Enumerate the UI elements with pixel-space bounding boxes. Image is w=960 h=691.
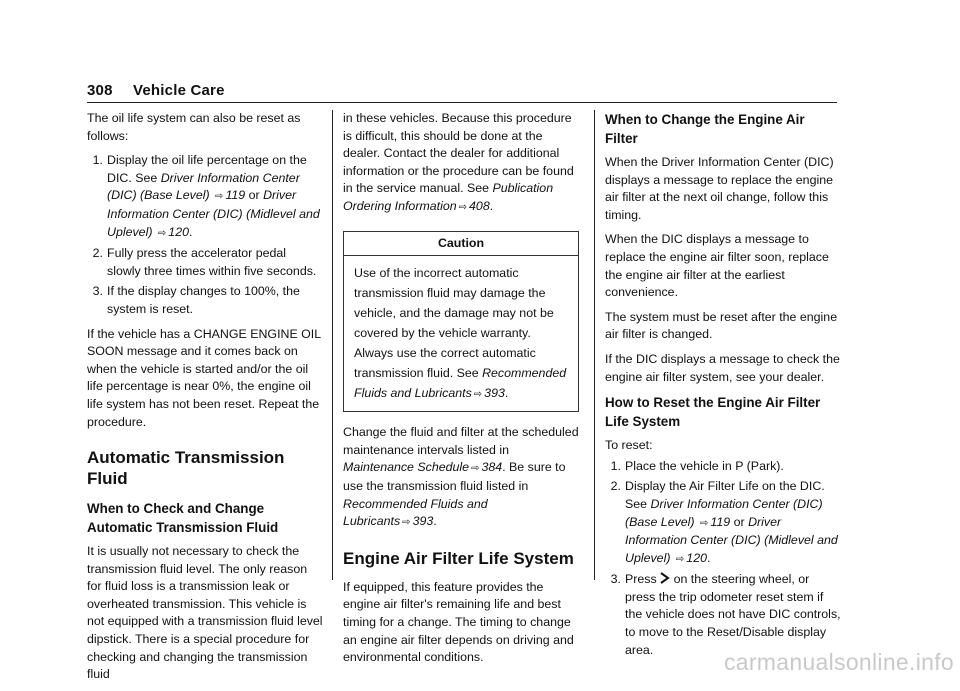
body-paragraph: If the DIC displays a message to check the engine air filter system, see your dealer.	[605, 351, 840, 384]
caution-body	[344, 256, 578, 411]
body-paragraph	[343, 110, 579, 217]
page-reference-arrow-icon: ⇨	[675, 553, 685, 565]
oil-reset-steps	[87, 152, 323, 318]
column-3	[605, 110, 841, 666]
step-text: Fully press the accelerator pedal slowly three times within five seconds.	[107, 246, 317, 278]
header-rule	[87, 102, 837, 103]
publication-ordering-link[interactable]: Publication Ordering Information	[343, 181, 554, 213]
list-item	[87, 245, 323, 280]
body-text: .	[433, 514, 437, 529]
list-item	[605, 571, 841, 659]
recommended-fluids-link[interactable]: Recommended Fluids and Lubricants	[354, 366, 567, 401]
subsection-heading: How to Reset the Engine Air Filter Life System	[605, 395, 821, 430]
body-paragraph	[343, 424, 579, 532]
body-paragraph: When the Driver Information Center (DIC) displays a message to replace the engine air filter at the next oil change, follow this timing.	[605, 155, 834, 222]
body-paragraph: When the DIC displays a message to replace the engine air filter soon, replace the engine air filter at the earliest convenience.	[605, 232, 829, 300]
body-paragraph: If equipped, this feature provides the engine air filter's remaining life and best timing for a change. The timing to change an engine air filter depends on driving and environmental conditions.	[343, 579, 574, 665]
page-reference-arrow-icon: ⇨	[458, 201, 468, 213]
step-text: on the steering wheel, or press the trip odometer reset stem if the vehicle does not have DIC controls, to move to the Reset/Disable display area.	[625, 572, 841, 657]
step-number: 2.	[610, 479, 621, 494]
dic-midlevel-link[interactable]: Driver Information Center (DIC) (Midlevel and Uplevel)	[625, 514, 838, 565]
dic-base-link[interactable]: Driver Information Center (DIC) (Base Level)	[625, 496, 823, 529]
step-text: or	[730, 514, 749, 529]
step-text: Display the oil life percentage on the DIC. See	[107, 153, 307, 185]
body-text: in these vehicles. Because this procedure is difficult, this should be done at the dealer. Contact the dealer for additional information or the procedure can be found in the service manual. See	[343, 111, 574, 196]
step-text: Press	[625, 572, 661, 587]
step-number: 3.	[610, 572, 621, 587]
caution-box	[343, 231, 579, 413]
body-text: Change the fluid and filter at the scheduled maintenance intervals listed in	[343, 425, 579, 457]
step-text: or	[245, 188, 264, 203]
step-number: 1.	[610, 458, 621, 473]
section-title: Vehicle Care	[133, 82, 225, 99]
recommended-fluids-link[interactable]: Recommended Fluids and Lubricants	[343, 496, 488, 529]
page-header	[87, 82, 225, 99]
step-text: .	[188, 224, 193, 239]
maintenance-schedule-link[interactable]: Maintenance Schedule	[343, 460, 470, 475]
air-filter-reset-steps	[605, 458, 841, 660]
caution-text: Use of the incorrect automatic transmission fluid may damage the vehicle, and the damage may not be covered by the vehicle warranty. Always use the correct automatic transmission fluid. See	[354, 266, 554, 381]
column-2	[343, 110, 579, 674]
section-heading: Automatic Transmission Fluid	[87, 448, 285, 489]
step-text: Display the Air Filter Life on the DIC. See	[625, 479, 825, 511]
body-paragraph: It is usually not necessary to check the transmission fluid level. The only reason for fluid loss is a transmission leak or overheated transmission. This vehicle is not equipped with a transmission fluid level dipstick. There is a special procedure for checking and changing the transmission fluid	[87, 544, 323, 682]
step-text: .	[706, 550, 711, 565]
page-ref[interactable]: 119	[225, 188, 246, 203]
step-text: If the display changes to 100%, the system is reset.	[107, 284, 300, 316]
column-1	[87, 110, 323, 691]
body-text: . Be sure to use the transmission fluid listed in	[343, 460, 566, 493]
step-number: 1.	[92, 153, 103, 168]
column-divider-2	[594, 110, 595, 580]
page-reference-arrow-icon: ⇨	[473, 389, 483, 401]
dic-midlevel-link[interactable]: Driver Information Center (DIC) (Midlevel and Uplevel)	[107, 188, 320, 239]
step-number: 3.	[92, 284, 103, 299]
section-heading: Engine Air Filter Life System	[343, 548, 574, 568]
page-reference-arrow-icon: ⇨	[700, 517, 709, 529]
page-ref[interactable]: 120	[686, 550, 707, 565]
page-reference-arrow-icon: ⇨	[402, 517, 411, 529]
body-text: .	[489, 198, 494, 213]
caution-text: .	[504, 386, 509, 401]
watermark: carmanualsonline.info	[723, 649, 954, 675]
step-text: Place the vehicle in P (Park).	[625, 458, 784, 473]
page-reference-arrow-icon: ⇨	[471, 463, 480, 475]
oil-reset-intro: The oil life system can also be reset as follows:	[87, 111, 301, 143]
list-item	[87, 283, 323, 318]
subsection-heading: When to Change the Engine Air Filter	[605, 112, 805, 146]
page-ref[interactable]: 120	[168, 224, 189, 239]
dic-base-link[interactable]: Driver Information Center (DIC) (Base Level)	[107, 170, 300, 203]
page-ref[interactable]: 393	[484, 386, 505, 401]
caution-title: Caution	[344, 232, 578, 257]
oil-reset-note: If the vehicle has a CHANGE ENGINE OIL SOON message and it comes back on when the vehicle is started and/or the oil life percentage is near 0%, the engine oil life system has not been reset. Repeat the procedure.	[87, 326, 321, 429]
list-item	[605, 458, 841, 476]
page-ref[interactable]: 384	[481, 460, 503, 475]
page-ref[interactable]: 119	[710, 514, 731, 529]
page-ref[interactable]: 408	[469, 198, 490, 213]
page-ref[interactable]: 393	[412, 514, 434, 529]
body-paragraph: To reset:	[605, 438, 653, 453]
page-number: 308	[87, 82, 113, 99]
subsection-heading: When to Check and Change Automatic Transmission Fluid	[87, 501, 279, 536]
list-item	[87, 152, 323, 242]
column-divider-1	[332, 110, 333, 580]
page-reference-arrow-icon: ⇨	[157, 227, 167, 239]
list-item	[605, 478, 841, 568]
chevron-right-icon	[660, 572, 670, 584]
page-reference-arrow-icon: ⇨	[215, 191, 224, 203]
body-paragraph: The system must be reset after the engine air filter is changed.	[605, 309, 838, 342]
step-number: 2.	[92, 246, 103, 261]
